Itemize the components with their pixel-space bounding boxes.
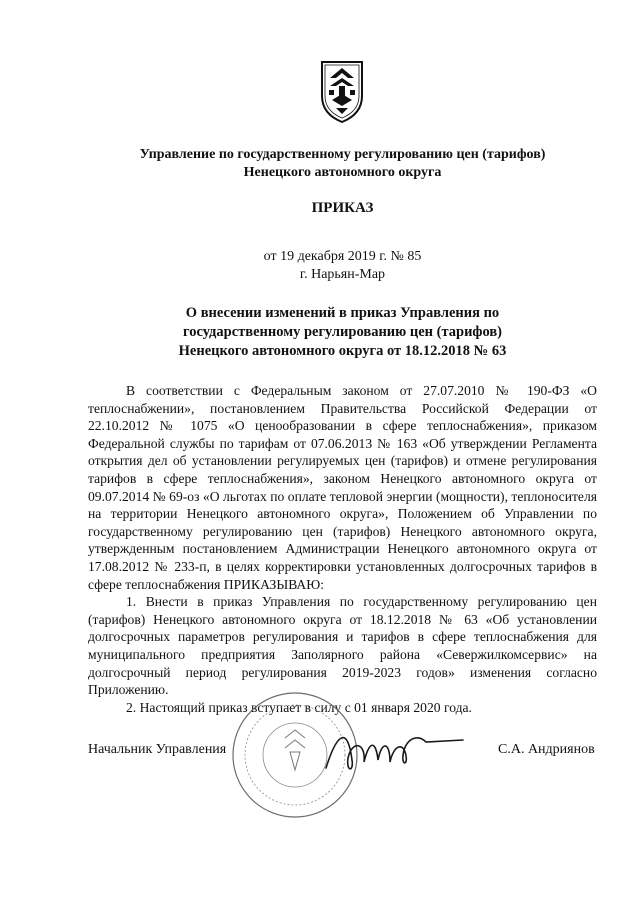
date-number: от 19 декабря 2019 г. № 85 <box>263 249 422 264</box>
document-type: ПРИКАЗ <box>311 200 374 216</box>
subject-line-3: Ненецкого автономного округа от 18.12.2018 № 63 <box>178 343 507 359</box>
document-subject <box>60 304 625 361</box>
signatory-position: Начальник Управления <box>88 742 227 757</box>
coat-of-arms-icon <box>318 56 366 124</box>
document-body <box>88 382 597 716</box>
item-1-paragraph: 1. Внести в приказ Управления по государственному регулированию цен (тарифов) Ненецкого автономного округа от 18.12.2018 № 63 «Об установлении долгосрочных параметров регулирования и тарифов в сфере теплоснабжения для муниципального предприятия Заполярного района «Севержилкомсервис» на долгосрочный период регулирования 2019-2023 годов» изменения согласно Приложению. <box>88 594 597 698</box>
item-2-paragraph: 2. Настоящий приказ вступает в силу с 01 января 2020 года. <box>126 699 472 715</box>
subject-line-1: О внесении изменений в приказ Управления по <box>185 305 500 321</box>
preamble-paragraph: В соответствии с Федеральным законом от 27.07.2010 № 190-ФЗ «О теплоснабжении», постановлением Правительства Российской Федерации от 22.10.2012 № 1075 «О ценообразовании в сфере теплоснабжения», приказом Федеральной службы по тарифам от 07.06.2013 № 163 «Об утверждении Регламента открытия дел об установлении регулируемых цен (тарифов) и отмене регулирования тарифов в сфере теплоснабжения», законом Ненецкого автономного округа от 09.07.2014 № 69-оз «О льготах по оплате тепловой энергии (мощности), теплоносителя на территории Ненецкого автономного округа», Положением об Управлении по государственному регулированию цен (тарифов) Ненецкого автономного округа, утвержденным постановлением Администрации Ненецкого автономного округа от 17.08.2012 № 233-п, в целях корректировки установленных долгосрочных тарифов в сфере теплоснабжения ПРИКАЗЫВАЮ: <box>88 383 597 592</box>
subject-line-2: государственному регулированию цен (тарифов) <box>182 324 503 340</box>
agency-line-2: Ненецкого автономного округа <box>243 165 442 180</box>
place: г. Нарьян-Мар <box>299 267 386 282</box>
agency-name <box>60 146 625 182</box>
agency-line-1: Управление по государственному регулированию цен (тарифов) <box>139 147 546 162</box>
date-place-block <box>60 248 625 284</box>
signatory-name: С.А. Андриянов <box>498 742 595 757</box>
handwritten-signature-icon <box>318 720 468 780</box>
